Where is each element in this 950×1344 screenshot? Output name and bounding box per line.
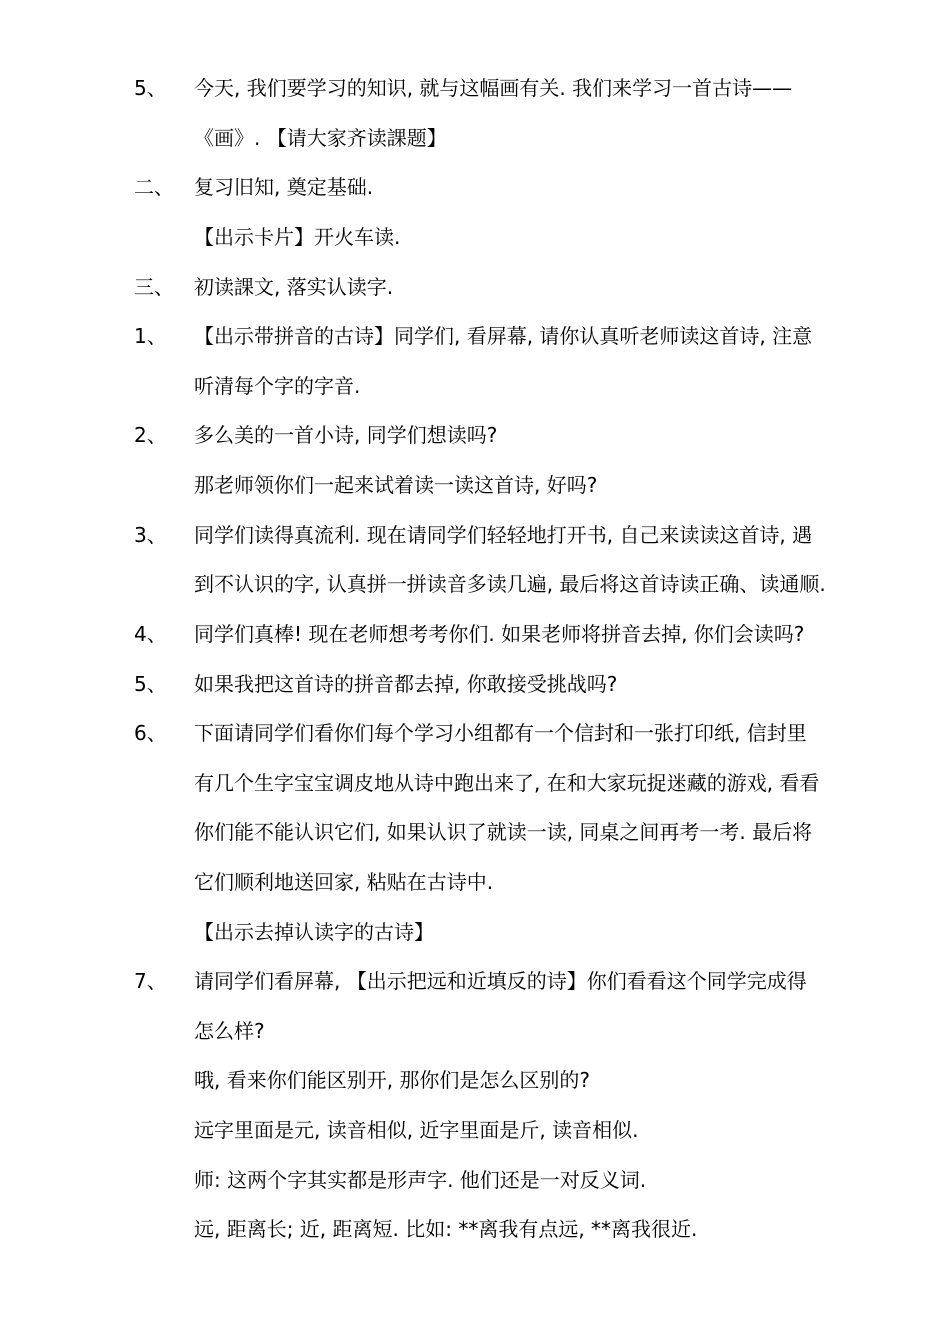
item-number: 三、: [134, 275, 174, 299]
line-text: 《画》. 【请大家齐读課题】: [194, 126, 447, 150]
item-number: 5、: [134, 76, 167, 100]
line-text: 怎么样?: [194, 1019, 265, 1043]
item-number: 7、: [134, 969, 167, 993]
line-text: 多么美的一首小诗, 同学们想读吗?: [194, 423, 498, 447]
line-text: 那老师领你们一起来试着读一读这首诗, 好吗?: [194, 473, 598, 497]
line-text: 【出示卡片】开火车读.: [194, 225, 401, 249]
item-number: 二、: [134, 175, 174, 199]
line-text: 它们顺利地送回家, 粘贴在古诗中.: [194, 870, 494, 894]
line-text: 同学们真棒! 现在老师想考考你们. 如果老师将拼音去掉, 你们会读吗?: [194, 622, 805, 646]
line-text: 你们能不能认识它们, 如果认识了就读一读, 同桌之间再考一考. 最后将: [194, 820, 813, 844]
line-text: 有几个生字宝宝调皮地从诗中跑出来了, 在和大家玩捉迷藏的游戏, 看看: [194, 771, 820, 795]
line-text: 下面请同学们看你们每个学习小组都有一个信封和一张打印纸, 信封里: [194, 721, 807, 745]
item-number: 3、: [134, 523, 167, 547]
line-text: 听清每个字的字音.: [194, 374, 361, 398]
line-text: 师: 这两个字其实都是形声字. 他们还是一对反义词.: [194, 1168, 647, 1192]
line-text: 远, 距离长; 近, 距离短. 比如: **离我有点远, **离我很近.: [194, 1217, 698, 1241]
line-text: 请同学们看屏幕, 【出示把远和近填反的诗】你们看看这个同学完成得: [194, 969, 807, 993]
item-number: 2、: [134, 423, 167, 447]
line-text: 如果我把这首诗的拼音都去掉, 你敢接受挑战吗?: [194, 672, 618, 696]
item-number: 6、: [134, 721, 167, 745]
item-number: 1、: [134, 324, 167, 348]
item-number: 4、: [134, 622, 167, 646]
line-text: 哦, 看来你们能区别开, 那你们是怎么区别的?: [194, 1068, 591, 1092]
line-text: 远字里面是元, 读音相似, 近字里面是斤, 读音相似.: [194, 1118, 639, 1142]
line-text: 复习旧知, 奠定基础.: [194, 175, 374, 199]
line-text: 【出示带拼音的古诗】同学们, 看屏幕, 请你认真听老师读这首诗, 注意: [194, 324, 813, 348]
line-text: 【出示去掉认读字的古诗】: [194, 920, 434, 944]
item-number: 5、: [134, 672, 167, 696]
line-text: 同学们读得真流利. 现在请同学们轻轻地打开书, 自己来读读这首诗, 遇: [194, 523, 813, 547]
line-text: 到不认识的字, 认真拼一拼读音多读几遍, 最后将这首诗读正确、读通顺.: [194, 572, 826, 596]
line-text: 初读課文, 落实认读字.: [194, 275, 394, 299]
line-text: 今天, 我们要学习的知识, 就与这幅画有关. 我们来学习一首古诗——: [194, 76, 793, 100]
